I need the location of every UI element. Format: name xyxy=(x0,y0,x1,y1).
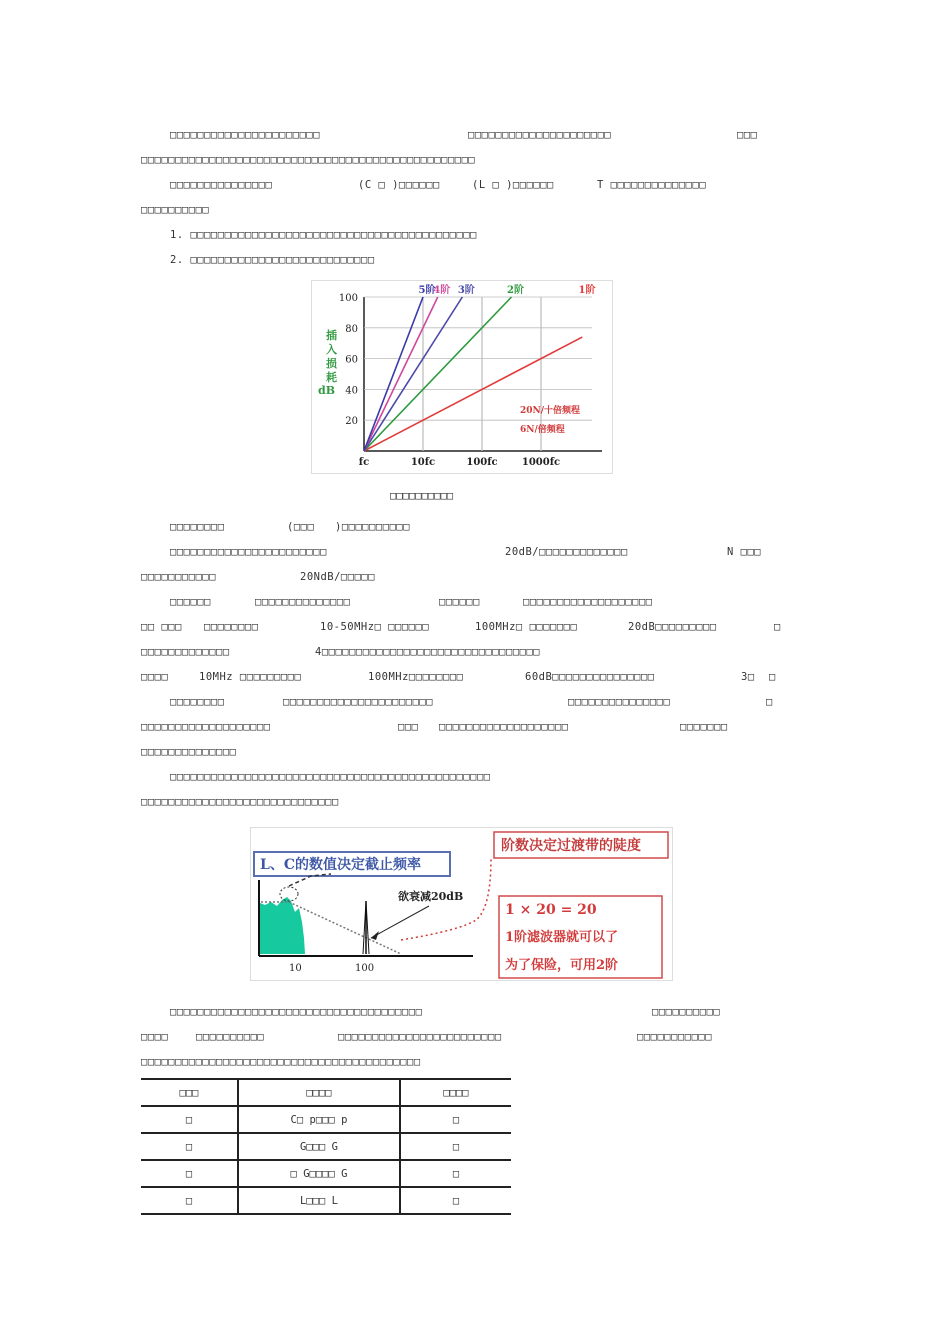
s2-l6b: 4□□□□□□□□□□□□□□□□□□□□□□□□□□□□□□□□ xyxy=(315,646,541,658)
para2-part5: □□□□□□□□□□ xyxy=(141,204,210,216)
x-tick-label: fc xyxy=(358,457,370,468)
series-line xyxy=(364,297,423,451)
list-item-1: 1. □□□□□□□□□□□□□□□□□□□□□□□□□□□□□□□□□□□□□□□□□□ xyxy=(170,229,477,241)
header-cell: □□□□ xyxy=(238,1079,400,1106)
table-cell: □ xyxy=(400,1187,511,1214)
para2-part2: (C □ )□□□□□□ xyxy=(358,179,440,191)
s2-l2b: 20dB/□□□□□□□□□□□□□ xyxy=(505,546,628,558)
s2-l4a: □□□□□□ xyxy=(170,596,211,608)
table-cell: □ xyxy=(400,1106,511,1133)
para1-part4: □□□□□□□□□□□□□□□□□□□□□□□□□□□□□□□□□□□□□□□□□□□□□□□□□ xyxy=(141,154,476,166)
s2-l2a: □□□□□□□□□□□□□□□□□□□□□□□ xyxy=(170,546,327,558)
cutoff-marker xyxy=(280,887,298,901)
series-label: 4阶 xyxy=(433,285,451,296)
attenuation-arrow xyxy=(371,906,429,938)
cutoff-title-text: L、C的数值决定截止频率 xyxy=(260,857,421,873)
s2-l7c: 100MHz□□□□□□□□ xyxy=(368,671,464,683)
s2-l1c: )□□□□□□□□□□ xyxy=(335,521,411,533)
s3-l2d: □□□□□□□□□□□ xyxy=(637,1031,713,1043)
table-row xyxy=(141,1160,511,1187)
s2-l2c: N □□□ xyxy=(727,546,762,558)
s2-l5b: □□□□□□□□ xyxy=(204,621,259,633)
s2-l4b: □□□□□□□□□□□□□□ xyxy=(255,596,351,608)
series-line xyxy=(364,297,512,451)
design-example-svg xyxy=(251,828,672,980)
para1-part3: □□□ xyxy=(737,129,758,141)
component-table xyxy=(141,1078,511,1215)
table-cell: □ G□□□□ G xyxy=(238,1160,400,1187)
para2-part4: T □□□□□□□□□□□□□□ xyxy=(597,179,707,191)
x-tick-label: 10fc xyxy=(410,457,436,468)
series-label: 3阶 xyxy=(457,285,475,296)
s2-l1b: (□□□ xyxy=(287,521,315,533)
s2-l8a: □□□□□□□□ xyxy=(170,696,225,708)
s2-l5f: □ xyxy=(774,621,781,633)
s2-l6a: □□□□□□□□□□□□□ xyxy=(141,646,230,658)
y-label-3: 损 xyxy=(326,357,337,370)
s2-l9d: □□□□□□□ xyxy=(680,721,728,733)
s2-l7b: 10MHz □□□□□□□□□ xyxy=(199,671,302,683)
y-tick-label: 20 xyxy=(345,416,358,428)
para1-part2: □□□□□□□□□□□□□□□□□□□□□ xyxy=(468,129,612,141)
s2-l11: □□□□□□□□□□□□□□□□□□□□□□□□□□□□□□□□□□□□□□□□□□□□□□□ xyxy=(170,771,491,783)
x-tick-label: 100fc xyxy=(466,457,498,468)
y-tick-label: 40 xyxy=(345,385,358,397)
s2-l8b: □□□□□□□□□□□□□□□□□□□□□□ xyxy=(283,696,434,708)
series-label: 5阶 xyxy=(418,285,436,296)
s3-l2b: □□□□□□□□□□ xyxy=(196,1031,265,1043)
s2-l5e: 20dB□□□□□□□□□ xyxy=(628,621,717,633)
table-cell: □ xyxy=(400,1160,511,1187)
para1-part1: □□□□□□□□□□□□□□□□□□□□□□ xyxy=(170,129,321,141)
insertion-loss-chart xyxy=(311,280,613,474)
y-label-4: 耗 xyxy=(326,371,337,384)
s2-l3a: □□□□□□□□□□□ xyxy=(141,571,217,583)
table-row xyxy=(141,1133,511,1160)
y-tick-label: 100 xyxy=(338,293,358,304)
s2-l5c: 10-50MHz□ □□□□□□ xyxy=(320,621,430,633)
table-cell: □ xyxy=(141,1160,238,1187)
s2-l7d: 60dB□□□□□□□□□□□□□□□ xyxy=(525,671,655,683)
s2-l9c: □□□□□□□□□□□□□□□□□□□ xyxy=(439,721,569,733)
y-label-1: 插 xyxy=(326,329,337,342)
arrow-head xyxy=(371,931,379,940)
first-order-text: 1阶滤波器就可以了 xyxy=(505,930,619,945)
s2-l5d: 100MHz□ □□□□□□□ xyxy=(475,621,578,633)
slope-note-octave: 6N/倍频程 xyxy=(520,425,565,435)
s3-l2a: □□□□ xyxy=(141,1031,169,1043)
s2-l9a: □□□□□□□□□□□□□□□□□□□ xyxy=(141,721,271,733)
header-cell: □□□□ xyxy=(400,1079,511,1106)
s3-l1a: □□□□□□□□□□□□□□□□□□□□□□□□□□□□□□□□□□□□□ xyxy=(170,1006,423,1018)
series-label: 2阶 xyxy=(507,285,524,296)
table-header-row xyxy=(141,1079,511,1106)
s2-l8d: □ xyxy=(766,696,773,708)
chart-svg xyxy=(312,281,612,473)
s2-l3b: 20NdB/□□□□□ xyxy=(300,571,376,583)
slope-note-decade: 20N/十倍频程 xyxy=(520,406,581,416)
s2-l10: □□□□□□□□□□□□□□ xyxy=(141,746,237,758)
table-cell: □ xyxy=(141,1187,238,1214)
figure1-caption: □□□□□□□□□□ xyxy=(390,490,454,502)
table-cell: □ xyxy=(141,1133,238,1160)
s2-l5a: □□ □□□ xyxy=(141,621,182,633)
table-cell: L□□□ L xyxy=(238,1187,400,1214)
table-row xyxy=(141,1187,511,1214)
para2-part1: □□□□□□□□□□□□□□□ xyxy=(170,179,273,191)
s2-l4c: □□□□□□ xyxy=(439,596,480,608)
s2-l7f: □ xyxy=(769,671,776,683)
y-label-2: 入 xyxy=(326,343,337,356)
design-example-figure xyxy=(250,827,673,981)
table-cell: □ xyxy=(141,1106,238,1133)
s2-l7a: □□□□ xyxy=(141,671,169,683)
s3-l3: □□□□□□□□□□□□□□□□□□□□□□□□□□□□□□□□□□□□□□□□□ xyxy=(141,1056,421,1068)
x-label-10: 10 xyxy=(289,963,302,974)
s2-l9b: □□□ xyxy=(398,721,419,733)
series-label: 1阶 xyxy=(578,285,596,296)
header-cell: □□□ xyxy=(141,1079,238,1106)
order-title-text: 阶数决定过渡带的陡度 xyxy=(501,838,641,854)
attenuation-label: 欲衰减20dB xyxy=(398,890,464,903)
list-item-2: 2. □□□□□□□□□□□□□□□□□□□□□□□□□□□ xyxy=(170,254,375,266)
s2-l4d: □□□□□□□□□□□□□□□□□□□ xyxy=(523,596,653,608)
y-unit: dB xyxy=(318,384,335,397)
table-cell: C□ p□□□ p xyxy=(238,1106,400,1133)
formula-text: 1 × 20 = 20 xyxy=(505,902,597,918)
s2-l8c: □□□□□□□□□□□□□□□ xyxy=(568,696,671,708)
para2-part3: (L □ )□□□□□□ xyxy=(472,179,554,191)
s3-l1b: □□□□□□□□□□ xyxy=(652,1006,721,1018)
y-tick-label: 80 xyxy=(345,323,358,335)
s2-l12: □□□□□□□□□□□□□□□□□□□□□□□□□□□□□ xyxy=(141,796,339,808)
x-label-100: 100 xyxy=(355,963,375,974)
series-line xyxy=(364,297,462,451)
s2-l7e: 3□ xyxy=(741,671,755,683)
second-order-text: 为了保险，可用2阶 xyxy=(505,958,619,973)
table-cell: G□□□ G xyxy=(238,1133,400,1160)
x-tick-label: 1000fc xyxy=(521,457,561,468)
table-row xyxy=(141,1106,511,1133)
s3-l2c: □□□□□□□□□□□□□□□□□□□□□□□□ xyxy=(338,1031,502,1043)
table-cell: □ xyxy=(400,1133,511,1160)
series-line xyxy=(364,297,438,451)
s2-l1a: □□□□□□□□ xyxy=(170,521,225,533)
y-tick-label: 60 xyxy=(345,354,358,366)
